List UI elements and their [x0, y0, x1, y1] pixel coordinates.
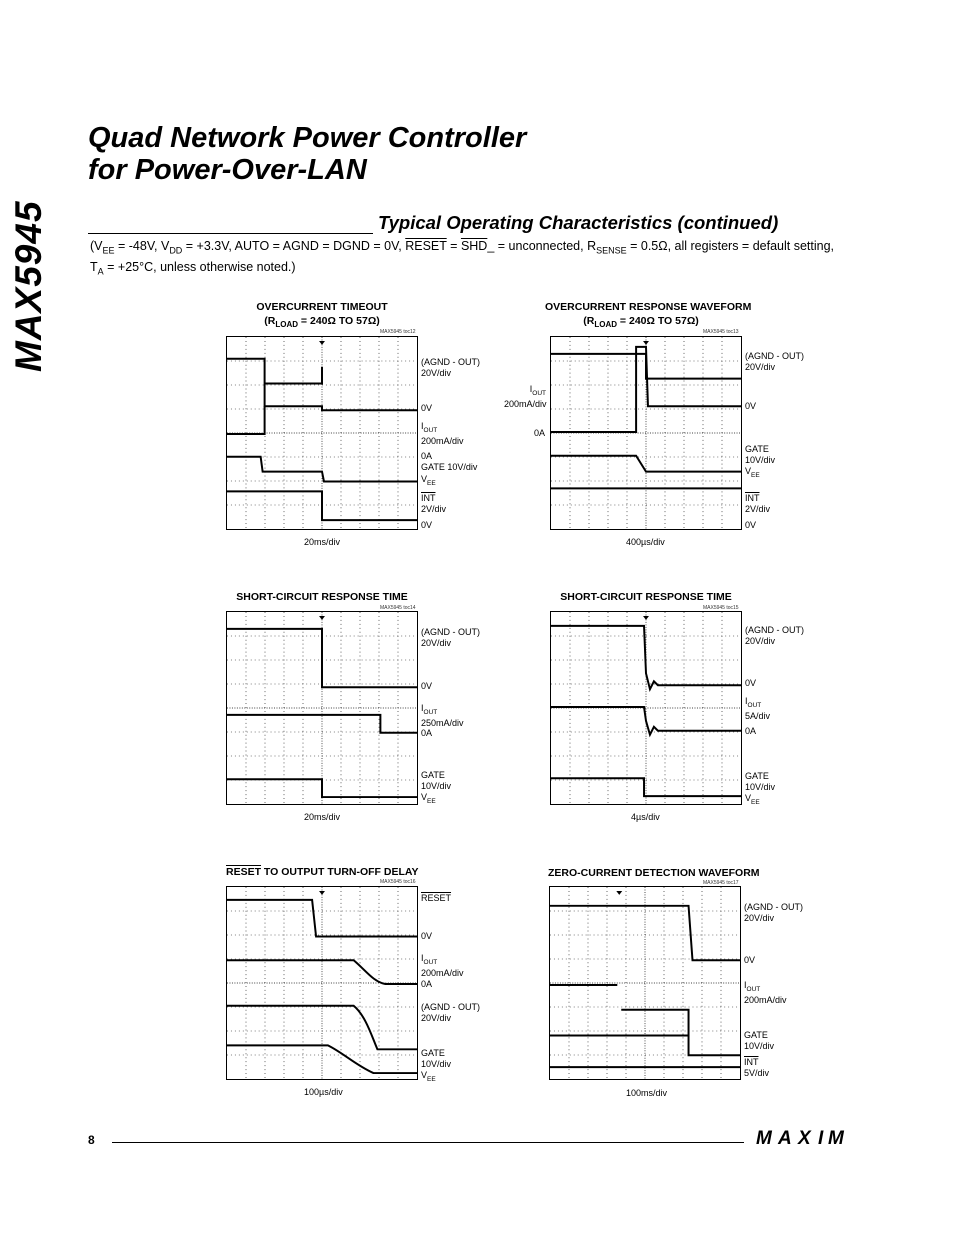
label-0a: 0A [745, 726, 757, 736]
label-agnd-out: (AGND - OUT) 20V/div [421, 357, 480, 378]
label-reset: RESET [421, 893, 452, 903]
timebase-label: 4µs/div [631, 812, 660, 822]
label-0v: 0V [744, 955, 756, 965]
page-number: 8 [88, 1133, 95, 1147]
chart-title-short-circuit-2: SHORT-CIRCUIT RESPONSE TIME [560, 591, 732, 603]
figure-id: MAX5945 toc15 [703, 605, 739, 611]
label-agnd-out: (AGND - OUT) 20V/div [744, 902, 803, 923]
label-0v-int: 0V [421, 520, 433, 530]
label-0v: 0V [421, 931, 433, 941]
svg-text:M: M [756, 1128, 774, 1148]
label-gate: GATE 10V/div $V_{EE}$ [421, 770, 452, 805]
figure-id: MAX5945 toc13 [703, 329, 739, 335]
label-gate: GATE 10V/div $V_{EE}$ [421, 1048, 452, 1083]
label-agnd-out: (AGND - OUT) 20V/div [745, 625, 804, 646]
figure-id: MAX5945 toc12 [380, 329, 416, 335]
timebase-label: 400µs/div [626, 537, 665, 547]
chart-title-overcurrent-timeout: OVERCURRENT TIMEOUT ($R_{LOAD} = 240\Omega$ TO 57Ω) [256, 301, 388, 330]
part-number-side-label: MAX5945 [8, 200, 49, 372]
oscilloscope-trace [226, 611, 418, 805]
label-gate: GATE 10V/div [421, 462, 478, 472]
figure-id: MAX5945 toc14 [380, 605, 416, 611]
label-iout: $I_{OUT}$ 5A/div [745, 696, 771, 721]
test-conditions: ($V_{EE} = -48V$, $V_{DD} = +3.3V$, AUTO = AGND = DGND = 0V, RESET = $\overline{SHD}\_$ = unconnected, $R_{SENSE} = 0.5\Omega$, all registers = default setting, $T_A = +25^\circ C$, unless otherwise noted.) [90, 239, 834, 276]
figure-id: MAX5945 toc16 [380, 879, 416, 885]
label-0v: 0V [421, 681, 433, 691]
label-0a: 0A [534, 428, 546, 438]
figure-id: MAX5945 toc17 [703, 880, 739, 886]
scope-plot-overcurrent-timeout [226, 336, 418, 530]
footer-rule [112, 1142, 744, 1143]
label-0a: 0A [421, 728, 433, 738]
label-iout: $I_{OUT}$ 200mA/div [504, 384, 547, 409]
label-gate: GATE 10V/div $V_{EE}$ [745, 771, 776, 806]
scope-plot-zero-current [549, 886, 741, 1080]
label-vee: $V_{EE}$ [421, 474, 436, 487]
label-0v: 0V [745, 401, 757, 411]
title-line-1: Quad Network Power Controller [88, 122, 527, 154]
label-iout: $I_{OUT}$ 200mA/div [421, 421, 464, 446]
chart-title-zero-current: ZERO-CURRENT DETECTION WAVEFORM [548, 867, 760, 879]
oscilloscope-trace [226, 336, 418, 530]
label-int: $\overline{INT}$ 2V/div [745, 493, 771, 514]
section-rule [88, 233, 373, 234]
oscilloscope-trace [549, 886, 741, 1080]
label-iout: $I_{OUT}$ 200mA/div 0A [421, 953, 464, 989]
chart-title-overcurrent-response: OVERCURRENT RESPONSE WAVEFORM ($R_{LOAD} = 240\Omega$ TO 57Ω) [545, 301, 752, 330]
maxim-logo [756, 1128, 866, 1153]
label-0a: 0A [421, 451, 433, 461]
label-agnd-out: (AGND - OUT) 20V/div [421, 627, 480, 648]
chart-title-short-circuit-1: SHORT-CIRCUIT RESPONSE TIME [236, 591, 408, 603]
scope-plot-reset-delay [226, 886, 418, 1080]
page-title [88, 122, 526, 186]
label-gate: GATE 10V/div [744, 1030, 775, 1051]
title-line-2: for Power-Over-LAN [88, 154, 367, 186]
label-iout: $I_{OUT}$ 250mA/div [421, 703, 464, 728]
timebase-label: 100ms/div [626, 1088, 668, 1098]
scope-plot-overcurrent-response [550, 336, 742, 530]
oscilloscope-trace [226, 886, 418, 1080]
section-title: Typical Operating Characteristics (continued) [378, 212, 779, 233]
label-0v-int: 0V [745, 520, 757, 530]
timebase-label: 20ms/div [304, 537, 341, 547]
svg-text:A: A [778, 1128, 794, 1148]
label-agnd-out: (AGND - OUT) 20V/div [745, 351, 804, 372]
label-int: $\overline{INT}$ 2V/div [421, 493, 447, 514]
label-int: $\overline{INT}$ 5V/div [744, 1057, 770, 1078]
label-iout: $I_{OUT}$ 200mA/div [744, 980, 787, 1005]
scope-plot-short-circuit-1 [226, 611, 418, 805]
label-0v: 0V [421, 403, 433, 413]
timebase-label: 100µs/div [304, 1087, 343, 1097]
timebase-label: 20ms/div [304, 812, 341, 822]
label-agnd-out: (AGND - OUT) 20V/div [421, 1002, 480, 1023]
svg-text:M: M [828, 1128, 846, 1148]
oscilloscope-trace [550, 611, 742, 805]
label-gate: GATE 10V/div $V_{EE}$ [745, 444, 776, 479]
label-0v: 0V [745, 678, 757, 688]
chart-title-reset-delay: RESET TO OUTPUT TURN-OFF DELAY [226, 866, 419, 878]
svg-text:X: X [798, 1128, 813, 1148]
svg-text:I: I [818, 1128, 826, 1148]
oscilloscope-trace [550, 336, 742, 530]
scope-plot-short-circuit-2 [550, 611, 742, 805]
